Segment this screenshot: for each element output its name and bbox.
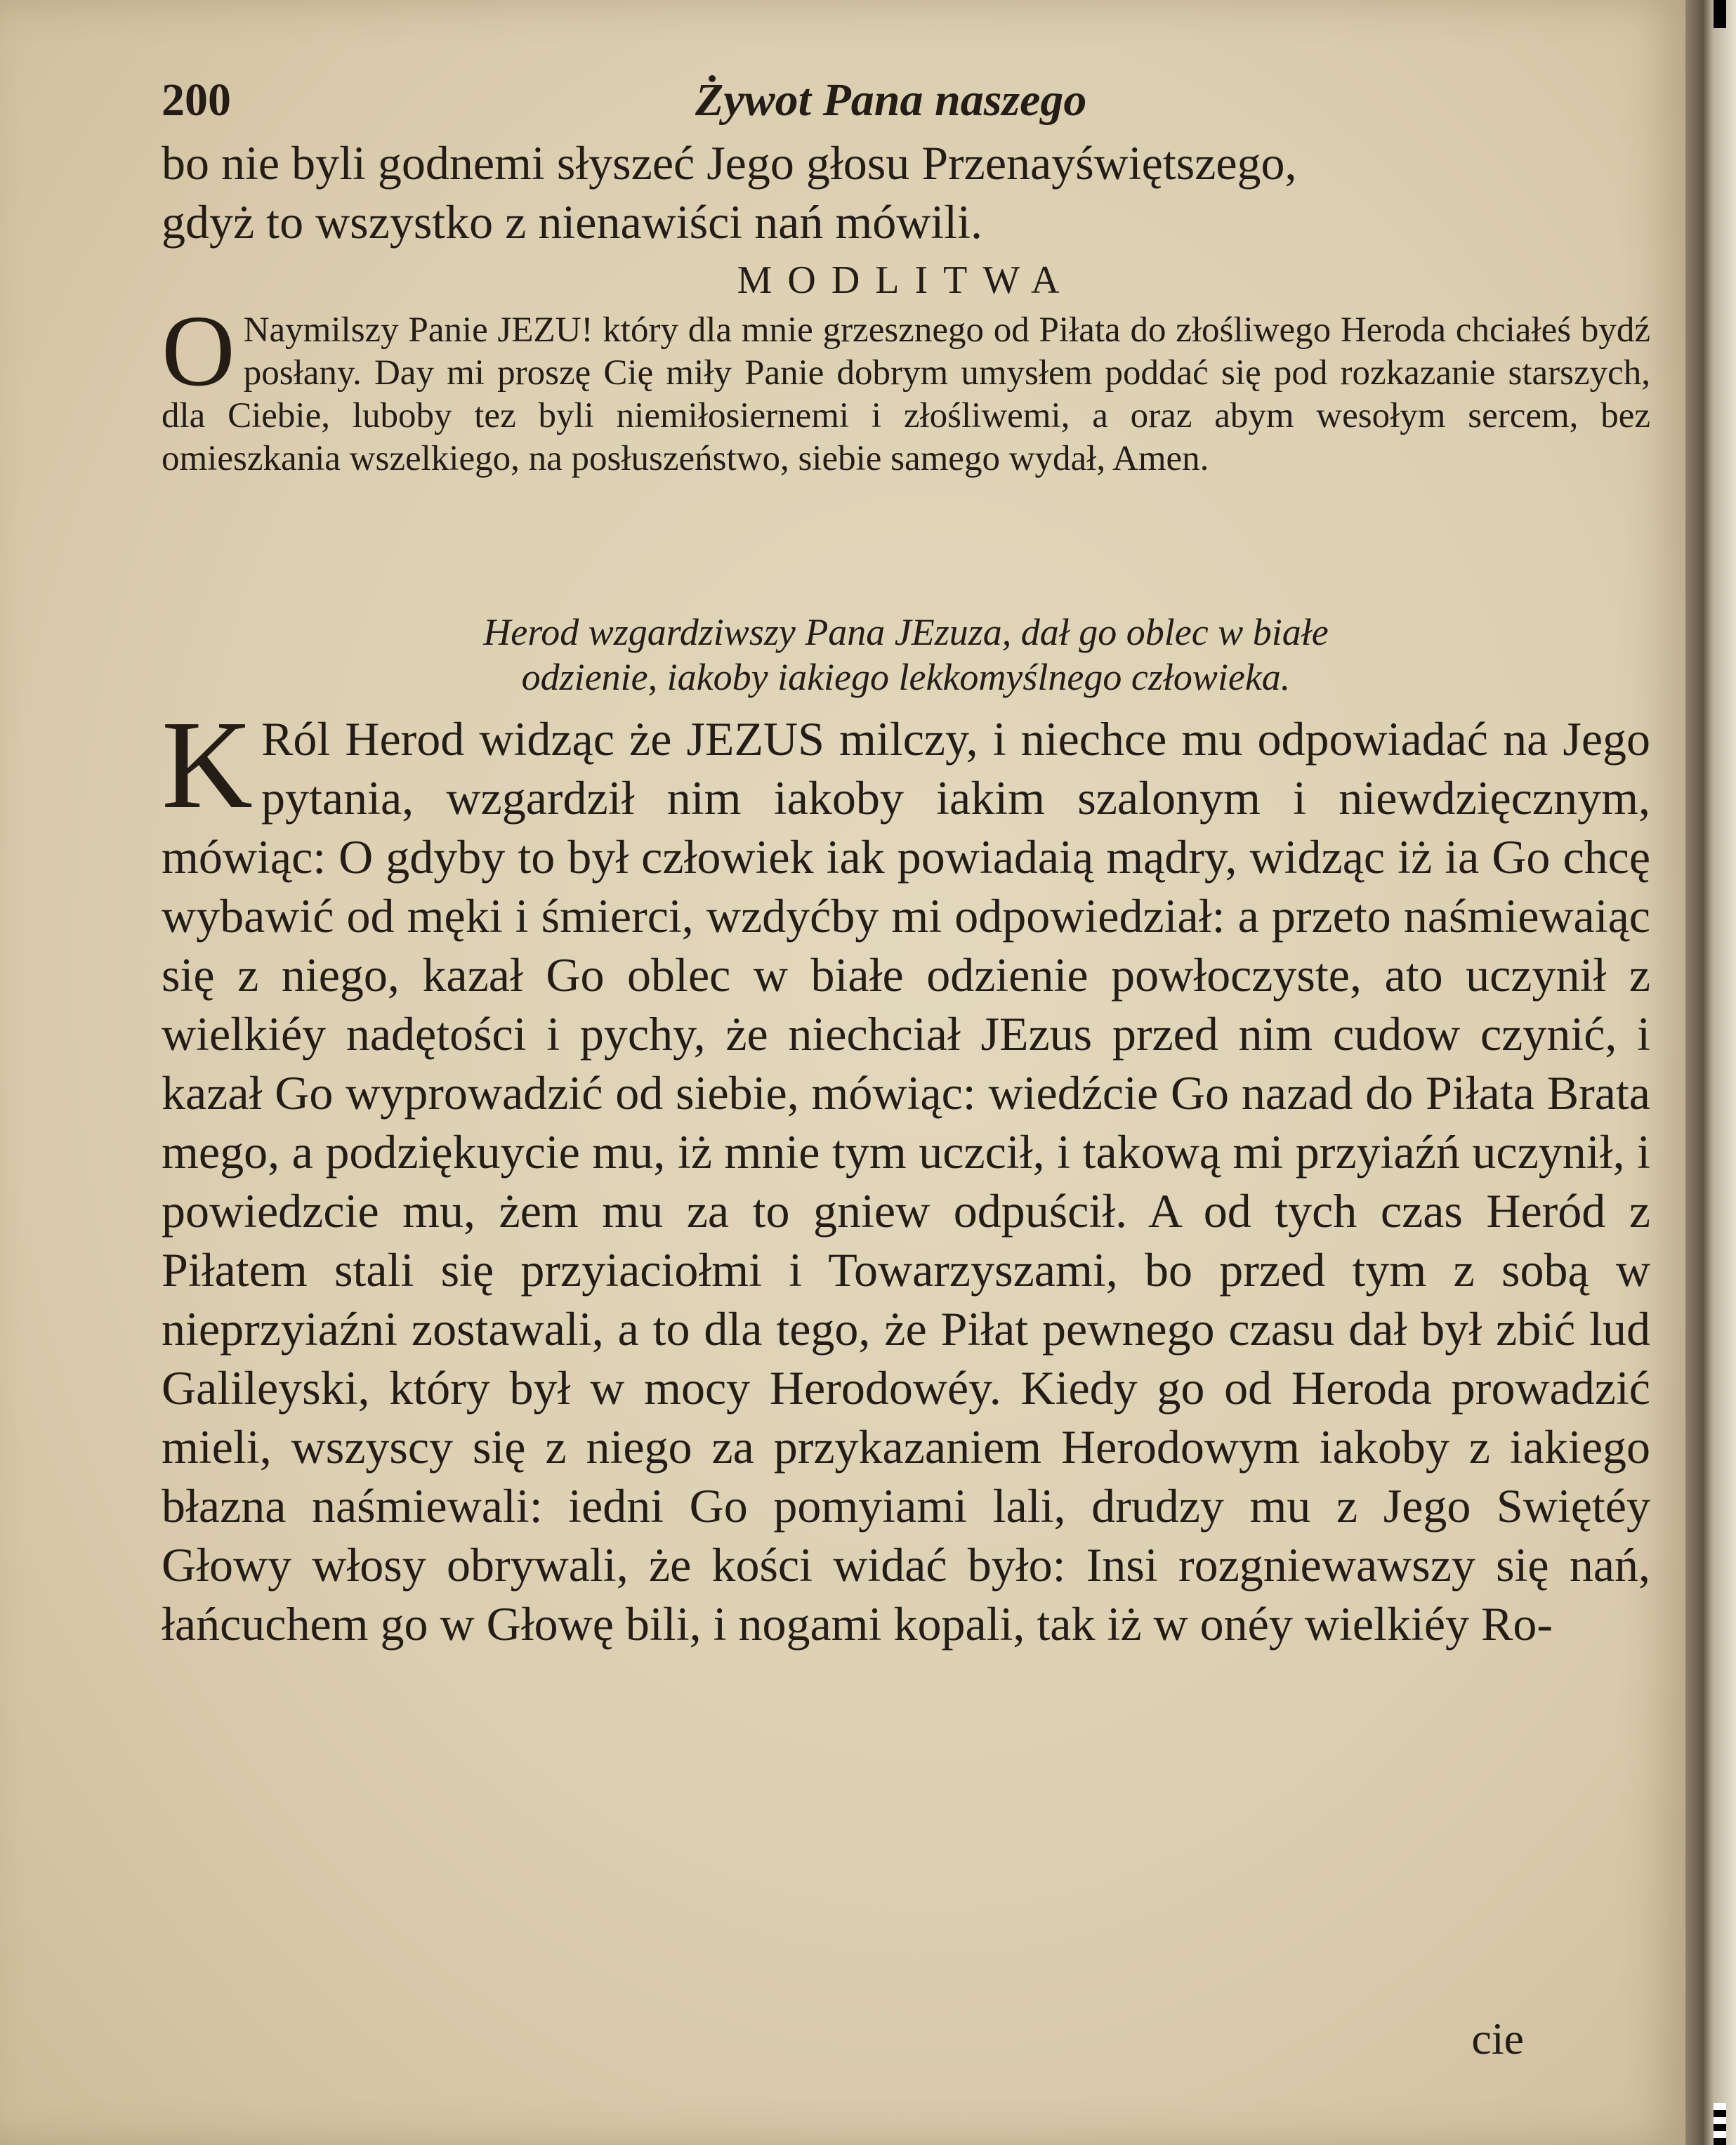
prayer-paragraph — [162, 295, 1650, 480]
prayer-text: Naymilszy Panie JEZU! który dla mnie grzesznego od Piłata do złośliwego Heroda chciałeś bydź posłany. Day mi proszę Cię miły Panie dobrym umysłem poddać się pod rozkazanie starszych, dla Ciebie, luboby tez byli niemiłosiernemi i złośliwemi, a oraz abym wesołym sercem, bez omieszkania wszelkiego, na posłuszeństwo, siebie samego wydał, Amen. — [162, 310, 1650, 478]
section-subtitle — [295, 610, 1517, 700]
main-text: Ról Herod widząc że JEZUS milczy, i niechce mu odpowiadać na Jego pytania, wzgardził nim iakoby iakim szalonym i niewdzięcznym, mówiąc: O gdyby to był człowiek iak powiadaią mądry, widząc iż ia Go chcę wybawić od męki i śmierci, wzdyćby mi odpowiedział: a przeto naśmiewaiąc się z niego, kazał Go oblec w białe odzienie powłoczyste, ato uczynił z wielkiéy nadętości i pychy, że niechciał JEzus przed nim cudow czynić, i kazał Go wyprowadzić od siebie, mówiąc: wiedźcie Go nazad do Piłata Brata mego, a podziękuycie mu, iż mnie tym uczcił, i takową mi przyiaźń uczynił, i powiedzcie mu, żem mu za to gniew odpuścił. A od tych czas Heród z Piłatem stali się przyiaciołmi i Towarzyszami, bo przed tym z sobą w nieprzyiaźni zostawali, a to dla tego, że Piłat pewnego czasu dał był zbić lud Galileyski, który był w mocy Herodowéy. Kiedy go od Heroda prowadzić mieli, wszyscy się z niego za przykazaniem Herodowym iakoby z iakiego błazna naśmiewali: iedni Go pomyiami lali, drudzy mu z Jego Swiętéy Głowy włosy obrywali, że kości widać było: Insi rozgniewawszy się nań, łańcuchem go w Głowę bili, i nogami kopali, tak iż w onéy wielkiéy Ro- — [162, 712, 1650, 1651]
page-number: 200 — [162, 74, 231, 126]
intro-line: gdyż to wszystko z nienawiści nań mówili. — [162, 195, 983, 249]
page-header — [162, 74, 1650, 137]
subtitle-line-2: odzienie, iakoby iakiego lekkomyślnego człowieka. — [521, 656, 1291, 698]
intro-line: bo nie byli godnemi słyszeć Jego głosu Przenayświętszego, — [162, 136, 1297, 190]
subtitle-line-1: Herod wzgardziwszy Pana JEzuza, dał go oblec w białe — [483, 611, 1329, 653]
running-title: Żywot Pana naszego — [695, 74, 1087, 126]
prayer-dropcap: O — [162, 295, 235, 407]
main-paragraph — [162, 695, 1650, 1653]
prayer-title: MODLITWA — [737, 258, 1075, 302]
catchword: cie — [1471, 2014, 1524, 2064]
main-dropcap: K — [162, 695, 253, 834]
book-gutter — [1685, 0, 1736, 2145]
intro-text — [162, 133, 1650, 251]
